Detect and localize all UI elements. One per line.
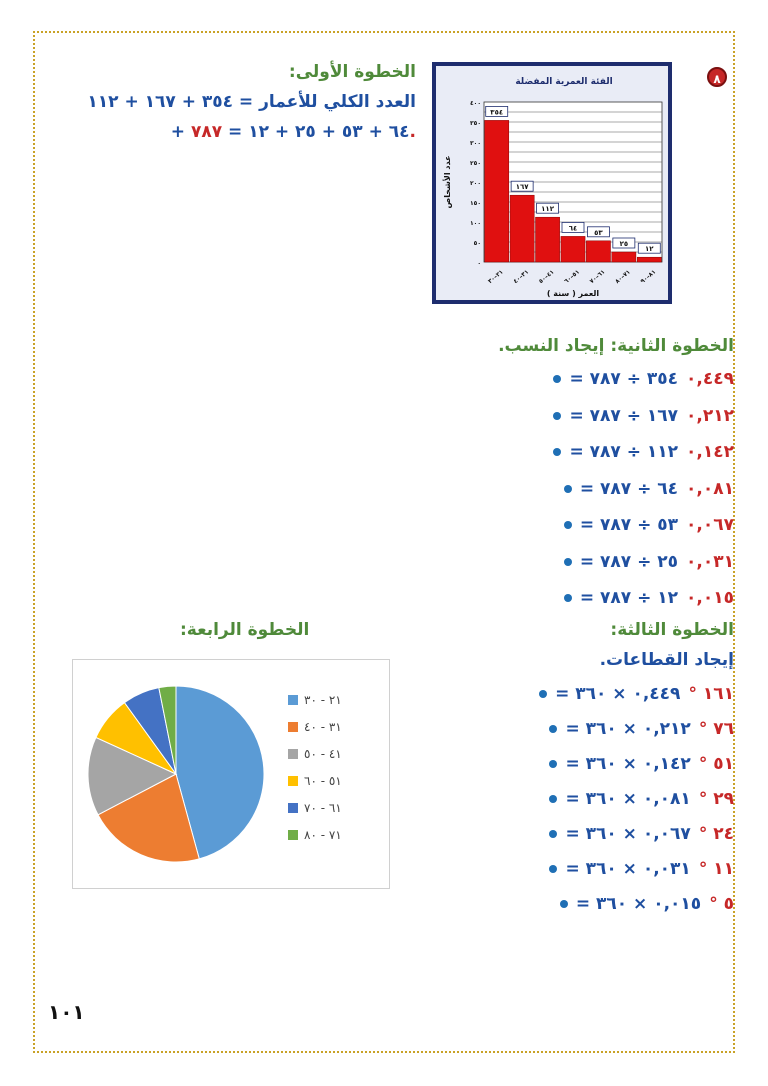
bar-value-label: ٢٥ — [619, 240, 629, 248]
bar-y-tick-label: ٥٠ — [473, 240, 481, 247]
bullet-icon — [560, 900, 568, 908]
bullet-icon — [549, 865, 557, 873]
pie-legend-item — [288, 740, 388, 767]
sector-row — [549, 789, 734, 809]
ratio-result: ٠,٢١٢ — [686, 405, 734, 426]
sector-expression: ٠,١٤٢ × ٣٦٠ = — [565, 754, 691, 774]
bar-value-label: ٣٥٤ — [490, 108, 504, 117]
step4-title: الخطوة الرابعة: — [180, 620, 310, 640]
bar-chart-title: الفئة العمرية المفضلة — [515, 77, 613, 87]
bar-y-tick-label: ٣٠٠ — [470, 140, 481, 147]
sector-result: ٢٤ ° — [698, 824, 734, 844]
bullet-icon — [553, 448, 561, 456]
question-number-badge: ٨ — [707, 67, 727, 87]
bar — [637, 257, 661, 262]
step3-subtitle: إيجاد القطاعات. — [599, 650, 734, 670]
sector-result: ١٦١ ° — [688, 684, 734, 704]
sector-result: ٥ ° — [709, 894, 734, 914]
bar-y-tick-label: ١٠٠ — [470, 220, 481, 227]
ratio-result: ٠,١٤٢ — [686, 442, 734, 462]
pie-legend — [288, 686, 388, 848]
sector-expression: ٠,٢١٢ × ٣٦٠ = — [565, 719, 691, 739]
ratio-expression: ٥٣ ÷ ٧٨٧ = — [579, 515, 679, 535]
ratio-row — [553, 406, 734, 426]
ratio-result: ٠,٠١٥ — [686, 588, 734, 608]
pie-legend-swatch — [288, 695, 298, 705]
sector-row — [549, 754, 734, 774]
bar — [612, 252, 636, 262]
bar-value-label: ١١٢ — [541, 205, 554, 214]
step2-title: الخطوة الثانية: إيجاد النسب. — [498, 336, 734, 356]
pie-legend-label: ٧١ - ٨٠ — [304, 827, 342, 842]
ratio-row — [564, 515, 734, 535]
page-number: ١٠١ — [48, 1000, 85, 1024]
bullet-icon — [564, 521, 572, 529]
pie-legend-swatch — [288, 803, 298, 813]
pie-legend-item — [288, 794, 388, 821]
bar-value-label: ١٦٧ — [515, 183, 529, 192]
bullet-icon — [549, 760, 557, 768]
bullet-icon — [549, 830, 557, 838]
sector-row — [549, 859, 734, 879]
step1-line1: العدد الكلي للأعمار = ٣٥٤ + ١٦٧ + ١١٢ — [87, 92, 416, 112]
bar-x-tick-label: ٤١–٥٠ — [537, 268, 556, 286]
bar — [586, 241, 610, 262]
bar — [561, 236, 585, 262]
ratio-row — [553, 442, 734, 462]
pie-legend-swatch — [288, 722, 298, 732]
bar-y-tick-label: ٣٥٠ — [470, 120, 481, 127]
sector-row — [549, 719, 734, 739]
sector-row — [539, 684, 734, 704]
bar-x-tick-label: ٢١–٣٠ — [486, 268, 505, 286]
sector-expression: ٠,٠٣١ × ٣٦٠ = — [565, 859, 691, 879]
bullet-icon — [539, 690, 547, 698]
bullet-icon — [549, 795, 557, 803]
bullet-icon — [564, 594, 572, 602]
ratio-row — [564, 552, 734, 572]
step1-title: الخطوة الأولى: — [288, 62, 416, 82]
ratio-result: ٠,٠٨١ — [686, 478, 734, 499]
step3-title: الخطوة الثالثة: — [610, 620, 734, 640]
pie-legend-item — [288, 821, 388, 848]
ratio-row — [564, 479, 734, 499]
pie-legend-label: ٥١ - ٦٠ — [304, 773, 342, 788]
bar-x-tick-label: ٦١–٧٠ — [588, 268, 607, 286]
bar-x-tick-label: ٨١–٩٠ — [639, 268, 658, 286]
bar-y-axis-label: عدد الأشخاص — [443, 155, 452, 209]
pie-legend-item — [288, 686, 388, 713]
bar-y-tick-label: ٠ — [477, 260, 481, 267]
bar-y-tick-label: ٢٥٠ — [470, 160, 481, 167]
bar-y-tick-label: ٤٠٠ — [470, 100, 481, 107]
ratio-expression: ١٢ ÷ ٧٨٧ = — [579, 588, 679, 608]
bar-y-tick-label: ١٥٠ — [470, 200, 481, 207]
pie-legend-label: ٤١ - ٥٠ — [304, 746, 342, 761]
ratio-result: ٠,٠٦٧ — [686, 515, 734, 535]
bar-chart — [436, 66, 668, 300]
bullet-icon — [564, 558, 572, 566]
sector-result: ١١ ° — [698, 859, 734, 879]
bullet-icon — [553, 412, 561, 420]
sector-expression: ٠,٠٨١ × ٣٦٠ = — [565, 789, 691, 809]
bar — [510, 195, 534, 262]
bar-x-tick-label: ٥١–٦٠ — [563, 268, 582, 286]
bar-value-label: ٥٣ — [594, 228, 603, 237]
pie-legend-item — [288, 713, 388, 740]
ratio-expression: ١١٢ ÷ ٧٨٧ = — [569, 442, 679, 462]
bullet-icon — [549, 725, 557, 733]
bar-x-axis-label: العمر ( سنة ) — [546, 289, 600, 298]
bar-x-tick-label: ٧١–٨٠ — [613, 268, 632, 286]
ratio-result: ٠,٠٣١ — [686, 551, 734, 572]
pie-legend-item — [288, 767, 388, 794]
sector-expression: ٠,٠١٥ × ٣٦٠ = — [575, 894, 702, 914]
pie-legend-swatch — [288, 776, 298, 786]
step1-total: ٧٨٧. — [190, 122, 416, 142]
sector-expression: ٠,٤٤٩ × ٣٦٠ = — [555, 684, 681, 704]
ratio-expression: ٢٥ ÷ ٧٨٧ = — [579, 551, 679, 572]
step1-line2-sum: + ٦٤ + ٥٣ + ٢٥ + ١٢ = — [170, 122, 410, 142]
sector-row — [560, 894, 734, 914]
ratio-expression: ١٦٧ ÷ ٧٨٧ = — [569, 405, 679, 426]
bar — [485, 120, 509, 262]
ratio-result: ٠,٤٤٩ — [686, 369, 734, 389]
ratio-row — [553, 369, 734, 389]
sector-row — [549, 824, 734, 844]
sector-result: ٥١ ° — [698, 754, 734, 774]
ratio-row — [564, 588, 734, 608]
bar-chart-frame — [432, 62, 672, 304]
bar-value-label: ١٢ — [645, 245, 654, 254]
bar-y-tick-label: ٢٠٠ — [470, 180, 481, 187]
pie-legend-label: ٢١ - ٣٠ — [304, 692, 342, 707]
bar-x-tick-label: ٣١–٤٠ — [512, 268, 531, 286]
sector-expression: ٠,٠٦٧ × ٣٦٠ = — [565, 824, 691, 844]
sector-result: ٧٦ ° — [698, 719, 734, 739]
ratio-expression: ٣٥٤ ÷ ٧٨٧ = — [569, 369, 679, 389]
bar-value-label: ٦٤ — [568, 224, 578, 233]
pie-legend-label: ٣١ - ٤٠ — [304, 719, 342, 734]
pie-legend-label: ٦١ - ٧٠ — [304, 800, 342, 815]
pie-legend-swatch — [288, 749, 298, 759]
sector-result: ٢٩ ° — [698, 789, 734, 809]
ratio-expression: ٦٤ ÷ ٧٨٧ = — [579, 478, 679, 499]
bullet-icon — [564, 485, 572, 493]
bullet-icon — [553, 375, 561, 383]
bar — [535, 217, 559, 262]
pie-legend-swatch — [288, 830, 298, 840]
step1-line2 — [171, 122, 416, 142]
